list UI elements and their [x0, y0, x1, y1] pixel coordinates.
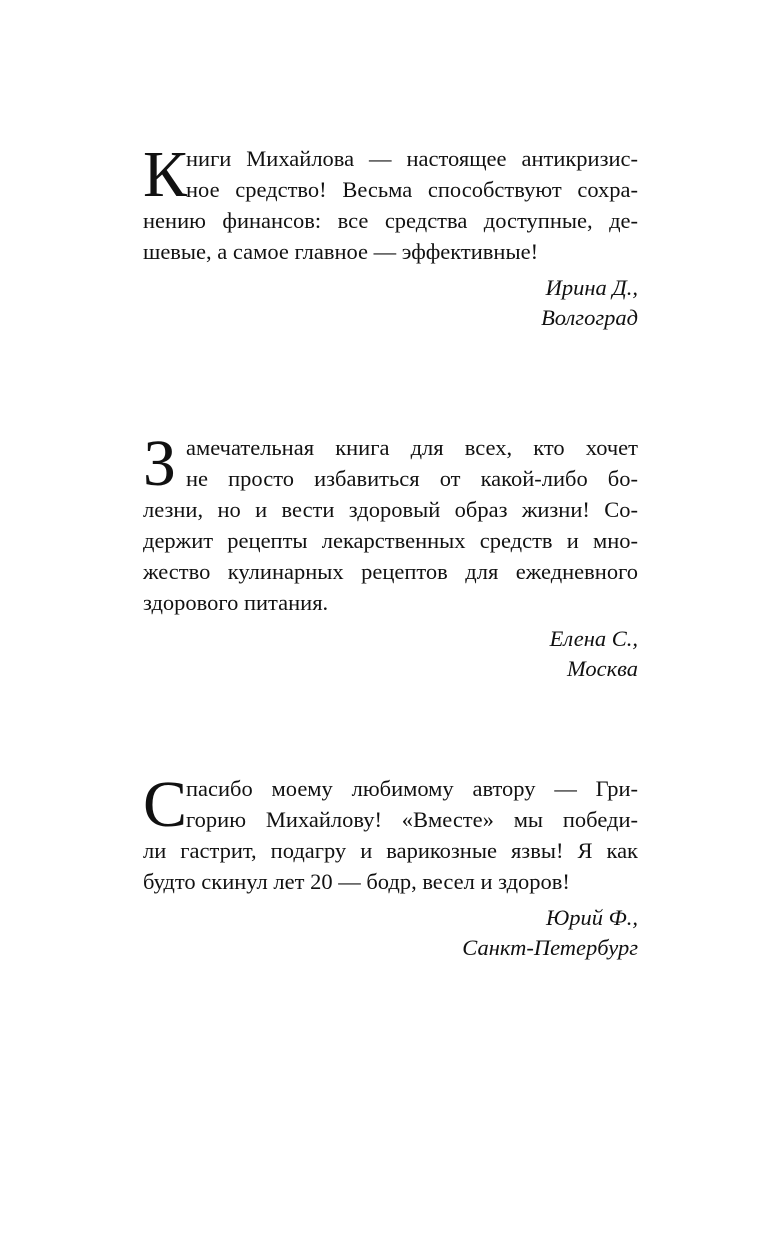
review-block — [143, 427, 638, 684]
review-text-line: лезни, но и вести здоровый образ жизни! Со- — [143, 497, 638, 522]
review-text-line: ли гастрит, подагру и варикозные язвы! Я как — [143, 838, 638, 863]
review-text-line: пасибо моему любимому автору — Гри- — [186, 776, 638, 801]
review-block — [143, 768, 638, 963]
review-signature — [143, 273, 638, 333]
review-city: Волгоград — [541, 305, 638, 330]
review-author: Елена С., — [549, 626, 638, 651]
review-text-line: ное средство! Весьма способствуют сохра- — [186, 177, 638, 202]
review-text-line: нению финансов: все средства доступные, де- — [143, 208, 638, 233]
review-city: Санкт-Петербург — [462, 935, 638, 960]
drop-cap-letter: К — [143, 138, 188, 211]
review-author: Юрий Ф., — [546, 905, 638, 930]
review-text-line: здорового питания. — [143, 590, 329, 615]
drop-cap-letter: З — [143, 427, 177, 500]
review-text-line: жество кулинарных рецептов для ежедневного — [143, 559, 638, 584]
review-text-line: амечательная книга для всех, кто хочет — [186, 435, 638, 460]
review-signature — [143, 903, 638, 963]
review-block — [143, 138, 638, 333]
review-text-line: шевые, а самое главное — эффективные! — [143, 239, 539, 264]
review-city: Москва — [566, 656, 638, 681]
drop-cap-letter: С — [143, 768, 188, 841]
review-signature — [143, 624, 638, 684]
review-text-line: держит рецепты лекарственных средств и мно- — [143, 528, 638, 553]
review-text-line: ниги Михайлова — настоящее антикризис- — [186, 146, 638, 171]
review-text-line: горию Михайлову! «Вместе» мы победи- — [186, 807, 638, 832]
review-text-line: будто скинул лет 20 — бодр, весел и здоров! — [143, 869, 570, 894]
review-author: Ирина Д., — [545, 275, 638, 300]
review-text-line: не просто избавиться от какой-либо бо- — [186, 466, 638, 491]
